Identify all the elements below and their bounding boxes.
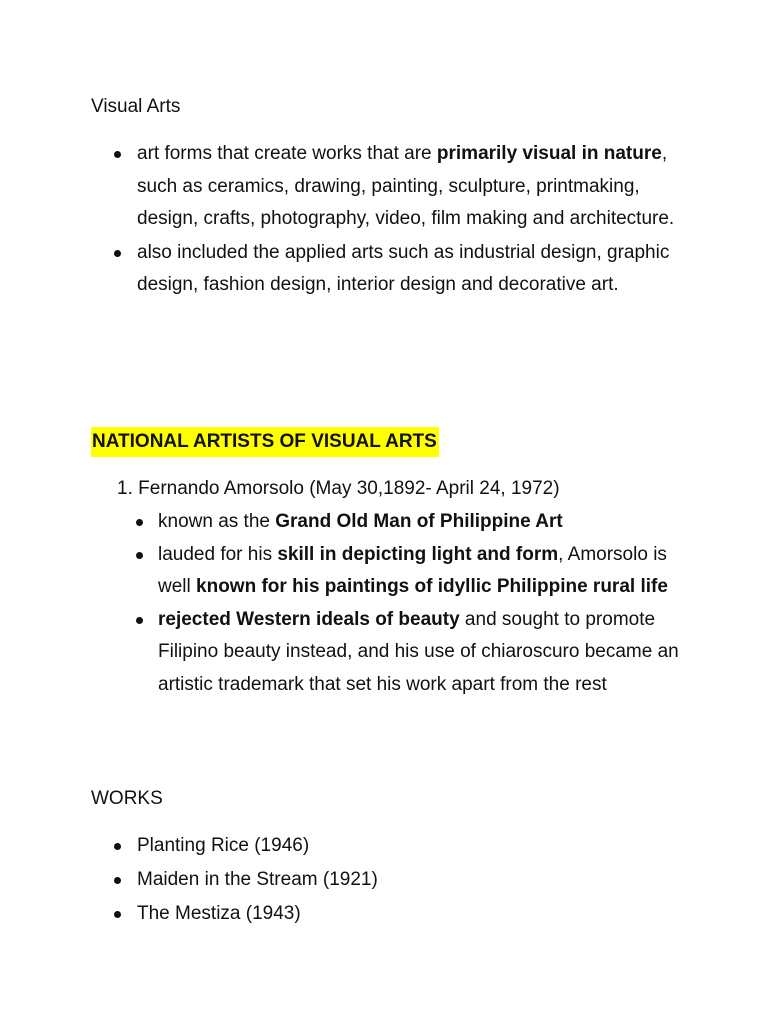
bullet-text: also included the applied arts such as industrial design, graphic design, fashion design, interior design and decorative art.: [137, 241, 670, 295]
artist-name-line: [117, 474, 560, 504]
works-bullet-list: [137, 829, 677, 931]
list-item: [137, 237, 677, 302]
bullet-icon: [136, 552, 143, 559]
bullet-text: and sought to promote Filipino beauty instead, and his use of chiaroscuro became an artistic trademark that set his work apart from the rest: [158, 608, 679, 695]
intro-bullet-list: [137, 138, 677, 302]
bullet-icon: [114, 250, 121, 257]
list-item: [137, 863, 677, 897]
works-label: WORKS: [91, 788, 163, 809]
bullet-bold-text: primarily visual in nature: [436, 143, 662, 164]
bullet-bold-text: Grand Old Man of Philippine Art: [275, 511, 563, 532]
work-title: Maiden in the Stream (1921): [137, 869, 378, 890]
section-title-highlighted: NATIONAL ARTISTS OF VISUAL ARTS: [91, 427, 439, 457]
list-number: 1.: [117, 478, 133, 499]
list-item: [137, 829, 677, 863]
bullet-icon: [136, 519, 143, 526]
list-item: [158, 506, 698, 539]
bullet-bold-text: known for his paintings of idyllic Philippine rural life: [196, 576, 668, 597]
list-item: [158, 604, 698, 702]
bullet-text: , such as ceramics, drawing, painting, sculpture, printmaking, design, crafts, photography, video, film making and architecture.: [137, 143, 675, 229]
page-heading: Visual Arts: [91, 96, 181, 117]
list-item: [158, 539, 698, 604]
list-item: [137, 897, 677, 931]
artist-bullet-list: [158, 506, 698, 701]
bullet-text: known as the: [158, 511, 276, 532]
list-item: [137, 138, 677, 236]
bullet-text: lauded for his: [158, 543, 278, 565]
bullet-icon: [114, 911, 121, 918]
bullet-icon: [114, 151, 121, 158]
work-title: Planting Rice (1946): [137, 835, 310, 856]
bullet-icon: [114, 843, 121, 850]
bullet-text: art forms that create works that are: [137, 143, 437, 164]
bullet-text: , Amorsolo is well: [158, 543, 667, 597]
artist-name: Fernando Amorsolo (May 30,1892- April 24, 1972): [138, 478, 560, 499]
bullet-bold-text: rejected Western ideals of beauty: [158, 608, 460, 630]
bullet-bold-text: skill in depicting light and form: [277, 543, 559, 565]
bullet-icon: [114, 877, 121, 884]
bullet-icon: [136, 617, 143, 624]
work-title: The Mestiza (1943): [137, 903, 301, 924]
